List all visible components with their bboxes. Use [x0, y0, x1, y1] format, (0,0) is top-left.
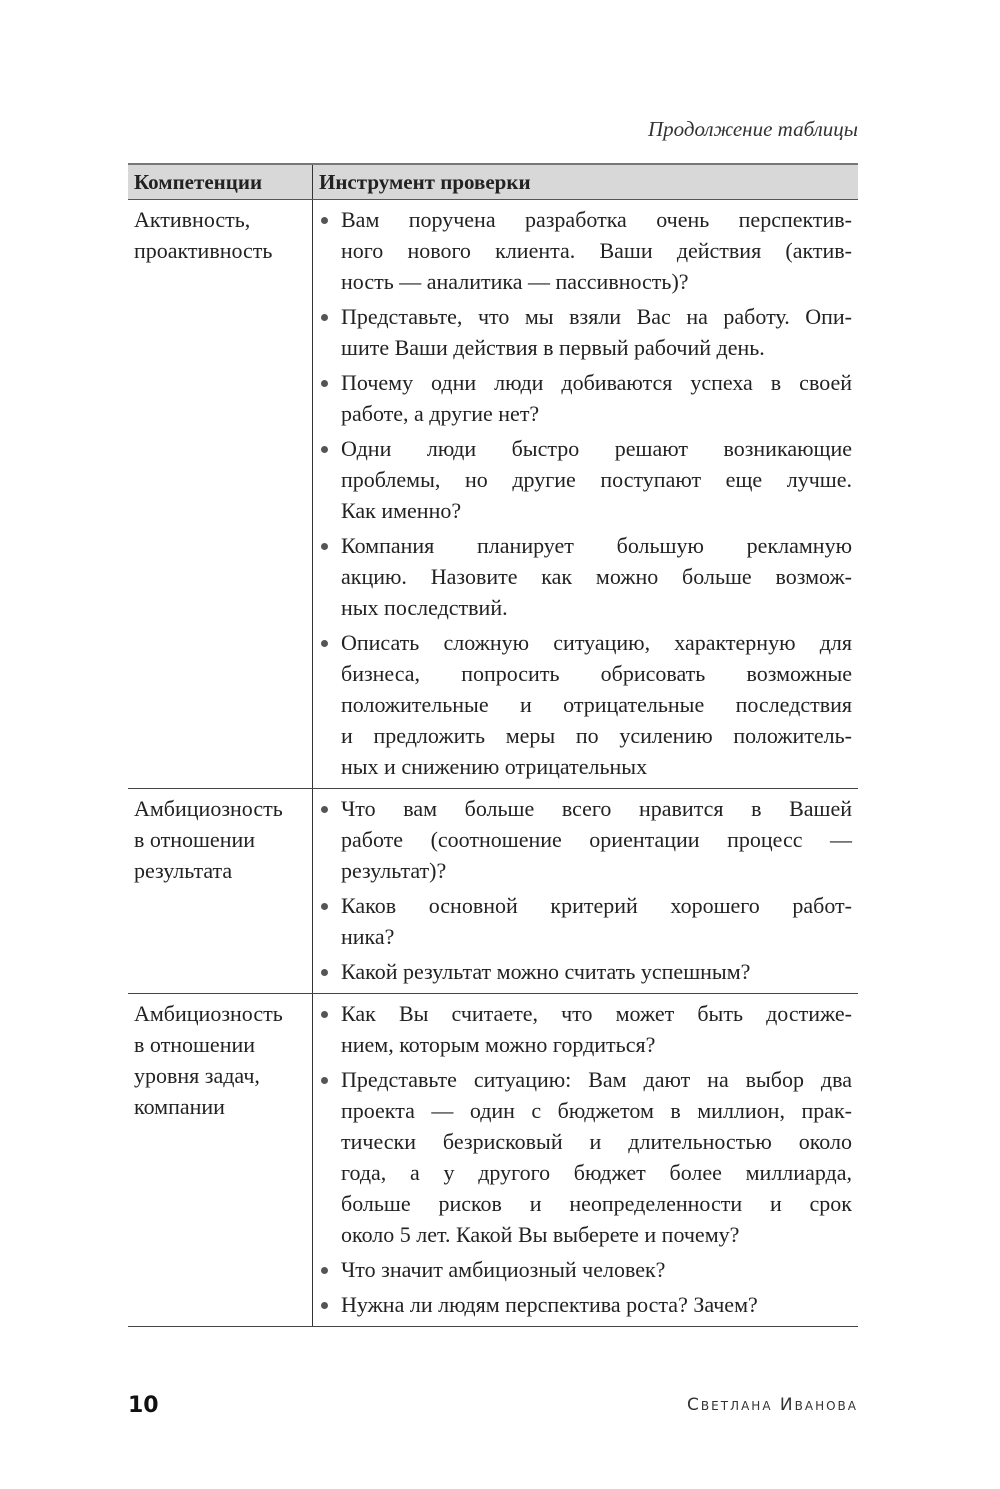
- item-text-line: нием, которым можно гордиться?: [341, 1032, 656, 1057]
- competence-cell: [128, 789, 313, 994]
- list-item: [319, 301, 852, 363]
- competence-line: компании: [134, 1094, 225, 1119]
- item-text-line: Почему одни люди добиваются успеха в своей: [341, 370, 852, 395]
- tool-cell: [313, 994, 859, 1327]
- bullet-icon: [321, 640, 328, 647]
- item-text-line: акцию. Назовите как можно больше возмож-: [341, 564, 852, 589]
- bullet-icon: [321, 1011, 328, 1018]
- item-text-line: Как Вы считаете, что может быть достиже-: [341, 1001, 852, 1026]
- table-row: [128, 200, 858, 789]
- bullet-icon: [321, 969, 328, 976]
- table-header-row: [128, 164, 858, 200]
- competence-line: в отношении: [134, 1032, 256, 1057]
- list-item: [319, 998, 852, 1060]
- item-text-line: и предложить меры по усилению положитель-: [341, 723, 852, 748]
- item-text-line: ного нового клиента. Ваши действия (актив-: [341, 238, 852, 263]
- list-item: [319, 433, 852, 526]
- author-name: Светлана Иванова: [687, 1395, 858, 1415]
- tool-cell: [313, 789, 859, 994]
- bullet-icon: [321, 543, 328, 550]
- bullet-icon: [321, 806, 328, 813]
- page-number: 10: [128, 1393, 159, 1418]
- table-row: [128, 789, 858, 994]
- item-text-line: работе, а другие нет?: [341, 401, 540, 426]
- column-header-tool: Инструмент проверки: [313, 164, 859, 200]
- bullet-icon: [321, 380, 328, 387]
- competence-line: уровня задач,: [134, 1063, 260, 1088]
- item-text-line: Нужна ли людям перспектива роста? Зачем?: [341, 1292, 758, 1317]
- item-text-line: ность — аналитика — пассивность)?: [341, 269, 689, 294]
- bullet-icon: [321, 1077, 328, 1084]
- bullet-icon: [321, 217, 328, 224]
- list-item: [319, 1289, 852, 1320]
- item-text-line: бизнеса, попросить обрисовать возможные: [341, 661, 852, 686]
- competence-line: Амбициозность: [134, 796, 283, 821]
- list-item: [319, 1254, 852, 1285]
- table-continuation-note: Продолжение таблицы: [647, 117, 858, 141]
- item-text-line: года, а у другого бюджет более миллиарда,: [341, 1160, 852, 1185]
- list-item: [319, 956, 852, 987]
- item-text-line: Что вам больше всего нравится в Вашей: [341, 796, 852, 821]
- column-header-competence: Компетенции: [128, 164, 313, 200]
- list-item: [319, 1064, 852, 1250]
- item-text-line: положительные и отрицательные последствия: [341, 692, 852, 717]
- item-text-line: Что значит амбициозный человек?: [341, 1257, 666, 1282]
- bullet-icon: [321, 314, 328, 321]
- item-text-line: ных последствий.: [341, 595, 508, 620]
- competence-line: проактивность: [134, 238, 273, 263]
- item-text-line: проекта — один с бюджетом в миллион, прак-: [341, 1098, 852, 1123]
- competence-cell: [128, 200, 313, 789]
- item-text-line: около 5 лет. Какой Вы выберете и почему?: [341, 1222, 740, 1247]
- item-text-line: ника?: [341, 924, 395, 949]
- list-item: [319, 530, 852, 623]
- bullet-icon: [321, 1267, 328, 1274]
- item-text-line: Какой результат можно считать успешным?: [341, 959, 751, 984]
- item-text-line: шите Ваши действия в первый рабочий день.: [341, 335, 765, 360]
- item-text-line: Представьте, что мы взяли Вас на работу. Опи-: [341, 304, 852, 329]
- bullet-icon: [321, 903, 328, 910]
- item-text-line: проблемы, но другие поступают еще лучше.: [341, 467, 852, 492]
- competence-line: в отношении: [134, 827, 256, 852]
- competence-cell: [128, 994, 313, 1327]
- item-text-line: тически безрисковый и длительностью около: [341, 1129, 852, 1154]
- item-text-line: больше рисков и неопределенности и срок: [341, 1191, 852, 1216]
- tool-cell: [313, 200, 859, 789]
- competence-line: Активность,: [134, 207, 251, 232]
- item-text-line: Как именно?: [341, 498, 462, 523]
- list-item: [319, 890, 852, 952]
- bullet-icon: [321, 1302, 328, 1309]
- item-text-line: Описать сложную ситуацию, характерную для: [341, 630, 852, 655]
- item-text-line: Вам поручена разработка очень перспектив-: [341, 207, 852, 232]
- table-row: [128, 994, 858, 1327]
- item-text-line: Каков основной критерий хорошего работ-: [341, 893, 852, 918]
- list-item: [319, 367, 852, 429]
- list-item: [319, 627, 852, 782]
- item-text-line: Одни люди быстро решают возникающие: [341, 436, 852, 461]
- competency-table: [128, 163, 858, 1327]
- competence-line: Амбициозность: [134, 1001, 283, 1026]
- item-text-line: результат)?: [341, 858, 447, 883]
- item-text-line: Представьте ситуацию: Вам дают на выбор два: [341, 1067, 852, 1092]
- bullet-icon: [321, 446, 328, 453]
- list-item: [319, 204, 852, 297]
- item-text-line: Компания планирует большую рекламную: [341, 533, 852, 558]
- list-item: [319, 793, 852, 886]
- item-text-line: работе (соотношение ориентации процесс —: [341, 827, 852, 852]
- competence-line: результата: [134, 858, 233, 883]
- item-text-line: ных и снижению отрицательных: [341, 754, 648, 779]
